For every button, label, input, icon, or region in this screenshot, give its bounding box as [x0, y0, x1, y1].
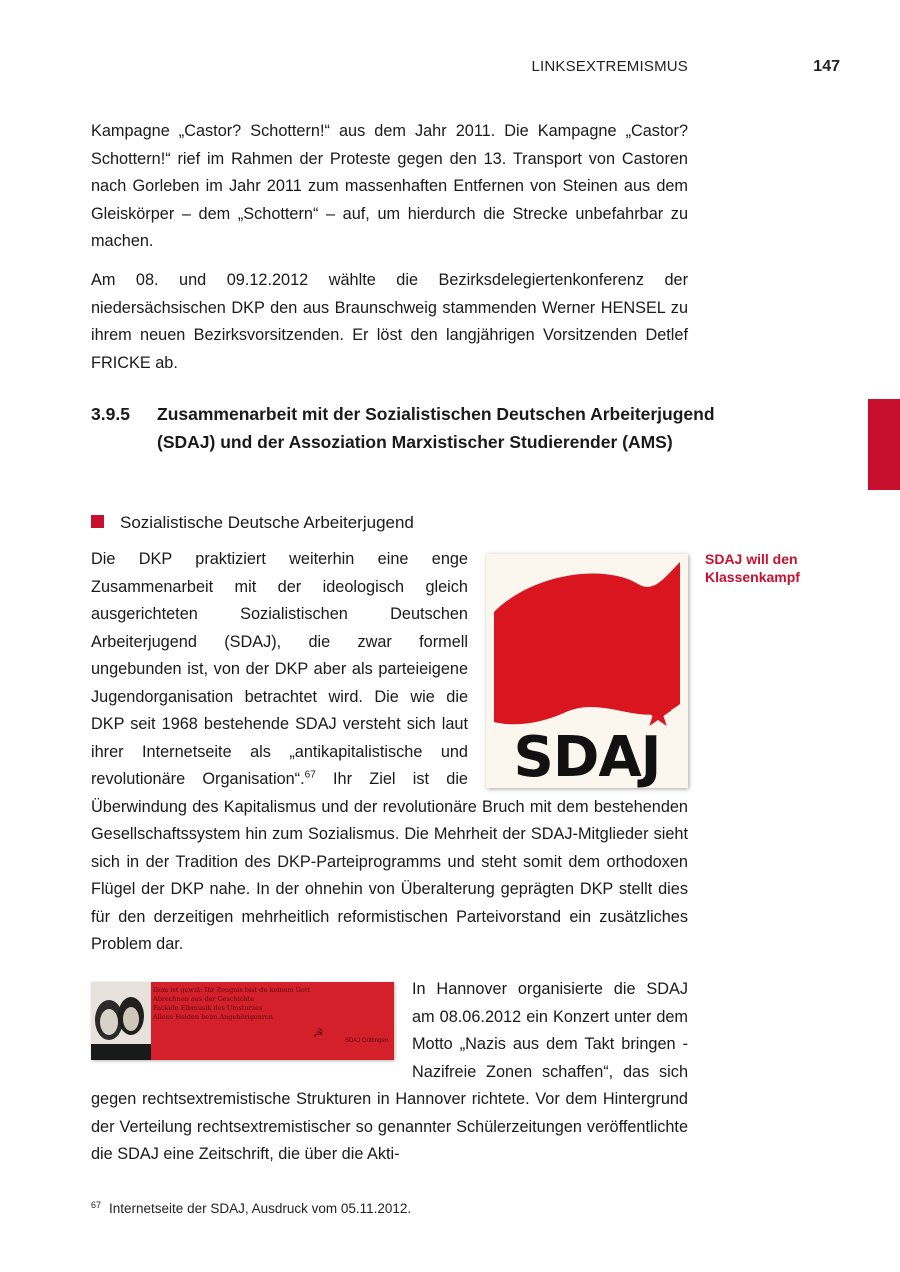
banner-text-lines	[153, 986, 389, 1022]
hammer-sickle-icon: ☭	[313, 1026, 324, 1040]
page-number: 147	[813, 58, 840, 75]
square-bullet-icon	[91, 515, 104, 528]
banner-line-3: Fackeln Elbmusik des Umsturzes	[153, 1004, 263, 1012]
running-header-title: LINKSEXTREMISMUS	[531, 58, 688, 75]
sdaj-logo-text: SDAJ	[513, 725, 661, 788]
footnote-67	[91, 1200, 691, 1218]
sdaj-text-part1: Die DKP praktiziert weiterhin eine enge Zusammenarbeit mit der ideologisch gleich ausgerichteten Sozialistischen Deutschen Arbeiterjugend (SDAJ), die zwar formell ungebunden ist, von der DKP aber als parteieigene Jugendorganisation betrachtet wird. Die wie die DKP seit 1968 bestehende SDAJ versteht sich laut ihrer Internetseite als „antikapitalistische und revolutionäre Organisation“.	[91, 550, 468, 788]
sdaj-paragraph	[91, 546, 688, 959]
subsection-title: Sozialistische Deutsche Arbeiterjugend	[120, 513, 414, 532]
paragraph-castor-text: Kampagne „Castor? Schottern!“ aus dem Jahr 2011. Die Kampagne „Castor? Schottern!“ rief im Rahmen der Proteste gegen den 13. Transport von Castoren nach Gorleben im Jahr 2011 zum massenhaften Entfernen von Steinen aus dem Gleiskörper – dem „Schottern“ – auf, um hierdurch die Strecke unbefahrbar zu machen.	[91, 122, 688, 250]
hannover-paragraph-text: In Hannover organisierte die SDAJ am 08.06.2012 ein Konzert unter dem Motto „Nazis aus dem Takt bringen - Nazifreie Zonen schaffen“, das sich gegen rechtsextremistische Strukturen in Hannover richtete. Vor dem Hintergrund der Verteilung rechtsextremistischer so genannter Schülerzeitungen veröffentlichte die SDAJ eine Zeitschrift, die über die Akti-	[91, 980, 688, 1163]
sdaj-text-part2: Ihr Ziel ist die Überwindung des Kapitalismus und der revolutionäre Bruch mit dem bestehenden Gesellschaftssystem hin zum Sozialismus. Die Mehrheit der SDAJ-Mitglieder sieht sich in der Tradition des DKP-Parteiprogramms und steht somit dem orthodoxen Flügel der DKP nahe. In der ohnehin von Überalterung geprägten DKP stellt dies für den derzeitigen mehrheitlich reformistischen Parteivorstand ein zusätzliches Problem dar.	[91, 770, 688, 953]
sdaj-logo-graphic	[486, 554, 688, 788]
margin-note: SDAJ will den Klassenkampf	[705, 551, 800, 585]
chapter-thumb-tab	[868, 399, 900, 490]
subsection-heading	[91, 509, 591, 536]
footnote-ref-67[interactable]: 67	[304, 769, 316, 781]
banner-line-1: Dem ist gewiß: Ihr Zeugnis bist du keinem Gott	[153, 986, 311, 994]
footnote-number: 67	[91, 1200, 102, 1210]
sdaj-goettingen-banner-image	[91, 982, 394, 1060]
banner-line-2: Abrechnen aus der Geschichte	[153, 995, 255, 1003]
paragraph-hensel	[91, 267, 688, 377]
footnote-text: Internetseite der SDAJ, Ausdruck vom 05.11.2012.	[109, 1201, 412, 1216]
portrait-faces-graphic	[91, 982, 151, 1060]
banner-line-4: Allens Helden beim Angehörigenren	[153, 1013, 273, 1021]
sdaj-logo-image	[486, 554, 688, 788]
paragraph-castor	[91, 118, 688, 256]
section-number: 3.9.5	[91, 404, 130, 424]
hannover-paragraph	[91, 976, 688, 1169]
paragraph-hensel-text: Am 08. und 09.12.2012 wählte die Bezirksdelegiertenkonferenz der niedersächsischen DKP den aus Braunschweig stammenden Werner HENSEL zu ihrem neuen Bezirksvorsitzenden. Er löst den langjährigen Vorsitzenden Detlef FRICKE ab.	[91, 271, 688, 372]
banner-signature: SDAJ Göttingen	[344, 1037, 388, 1044]
section-title: Zusammenarbeit mit der Sozialistischen Deutschen Arbeiterjugend (SDAJ) und der Assoziation Marxistischer Studierender (AMS)	[157, 404, 715, 452]
